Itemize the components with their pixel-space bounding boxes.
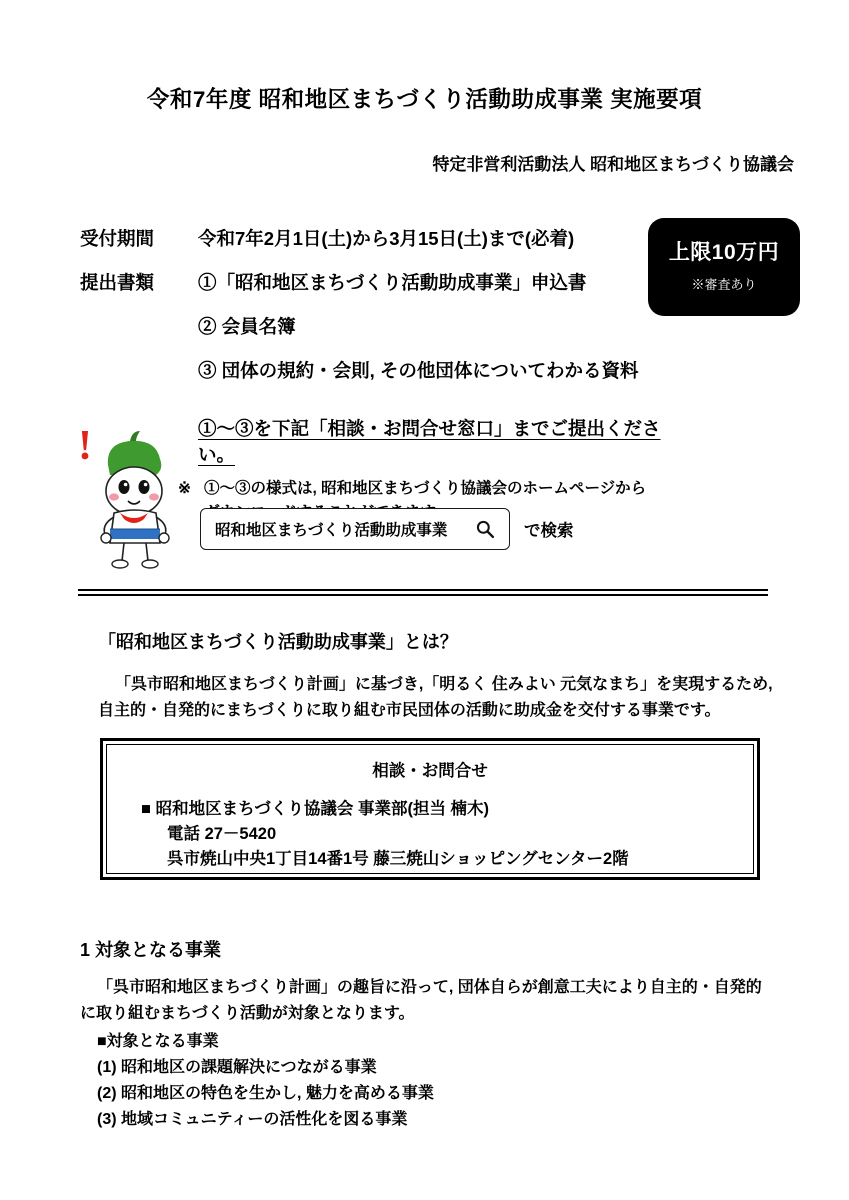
section1-body bbox=[80, 975, 780, 1132]
about-body bbox=[98, 672, 788, 725]
mascot-illustration bbox=[78, 425, 196, 585]
list-item: (2) 昭和地区の特色を生かし, 魅力を高める事業 bbox=[97, 1084, 434, 1102]
contact-inner bbox=[106, 744, 754, 874]
note-line-1: ①～③の様式は, 昭和地区まちづくり協議会のホームページから bbox=[204, 480, 647, 497]
search-icon[interactable] bbox=[475, 519, 495, 539]
contact-bullet-icon: ■ bbox=[141, 800, 151, 818]
note-mark-icon: ※ bbox=[178, 480, 191, 497]
exclamation-mark: ! bbox=[78, 423, 92, 469]
document-item-3: ③ 団体の規約・会則, その他団体についてわかる資料 bbox=[198, 360, 639, 381]
reception-period-label: 受付期間 bbox=[80, 228, 155, 249]
contact-address: 呉市焼山中央1丁目14番1号 藤三焼山ショッピングセンター2階 bbox=[167, 849, 629, 868]
documents-row bbox=[80, 269, 680, 295]
contact-box bbox=[100, 738, 760, 880]
about-title: 「昭和地区まちづくり活動助成事業」とは？ bbox=[98, 632, 458, 652]
contact-phone: 電話 27－5420 bbox=[167, 824, 277, 843]
documents-label: 提出書類 bbox=[80, 272, 155, 293]
document-item-1: ①「昭和地区まちづくり活動助成事業」申込書 bbox=[198, 272, 587, 293]
reception-period-value: 令和7年2月1日(土)から3月15日(土)まで(必着) bbox=[198, 228, 575, 249]
contact-details bbox=[141, 797, 753, 871]
search-keyword: 昭和地区まちづくり活動助成事業 bbox=[215, 522, 448, 539]
list-item: (1) 昭和地区の課題解決につながる事業 bbox=[97, 1058, 377, 1076]
section1-list-heading: ■対象となる事業 bbox=[97, 1032, 219, 1050]
search-area[interactable] bbox=[200, 508, 574, 550]
section1-paragraph-line-2: に取り組むまちづくり活動が対象となります。 bbox=[80, 1004, 415, 1022]
submit-instruction: ①～③を下記「相談・お問合せ窓口」までご提出ください。 bbox=[198, 418, 661, 465]
reception-period-row bbox=[80, 225, 680, 251]
organization-name: 特定非営利活動法人 昭和地区まちづくり協議会 bbox=[432, 155, 794, 174]
section-divider bbox=[78, 589, 768, 596]
contact-department: 昭和地区まちづくり協議会 事業部(担当 楠木) bbox=[155, 800, 490, 818]
list-item: (3) 地域コミュニティーの活性化を図る事業 bbox=[97, 1110, 408, 1128]
search-input[interactable] bbox=[200, 508, 510, 550]
section1-paragraph-line-1: 「呉市昭和地区まちづくり計画」の趣旨に沿って, 団体自らが創意工夫により自主的・自発的 bbox=[97, 979, 762, 996]
mascot-character bbox=[78, 425, 196, 585]
section1-title: 1 対象となる事業 bbox=[80, 940, 222, 960]
about-line-1: 「呉市昭和地区まちづくり計画」に基づき,「明るく 住みよい 元気なまち」を実現するため, bbox=[115, 676, 773, 693]
badge-note: ※審査あり bbox=[691, 277, 757, 292]
search-after-label: で検索 bbox=[524, 522, 574, 540]
badge-amount: 上限10万円 bbox=[668, 241, 780, 264]
document-item-2: ② 会員名簿 bbox=[198, 316, 296, 337]
page-title: 令和7年度 昭和地区まちづくり活動助成事業 実施要項 bbox=[146, 87, 703, 112]
contact-heading: 相談・お問合せ bbox=[372, 762, 488, 780]
contact-line-1 bbox=[141, 797, 753, 822]
about-line-2: 自主的・自発的にまちづくりに取り組む市民団体の活動に助成金を交付する事業です。 bbox=[98, 702, 721, 720]
